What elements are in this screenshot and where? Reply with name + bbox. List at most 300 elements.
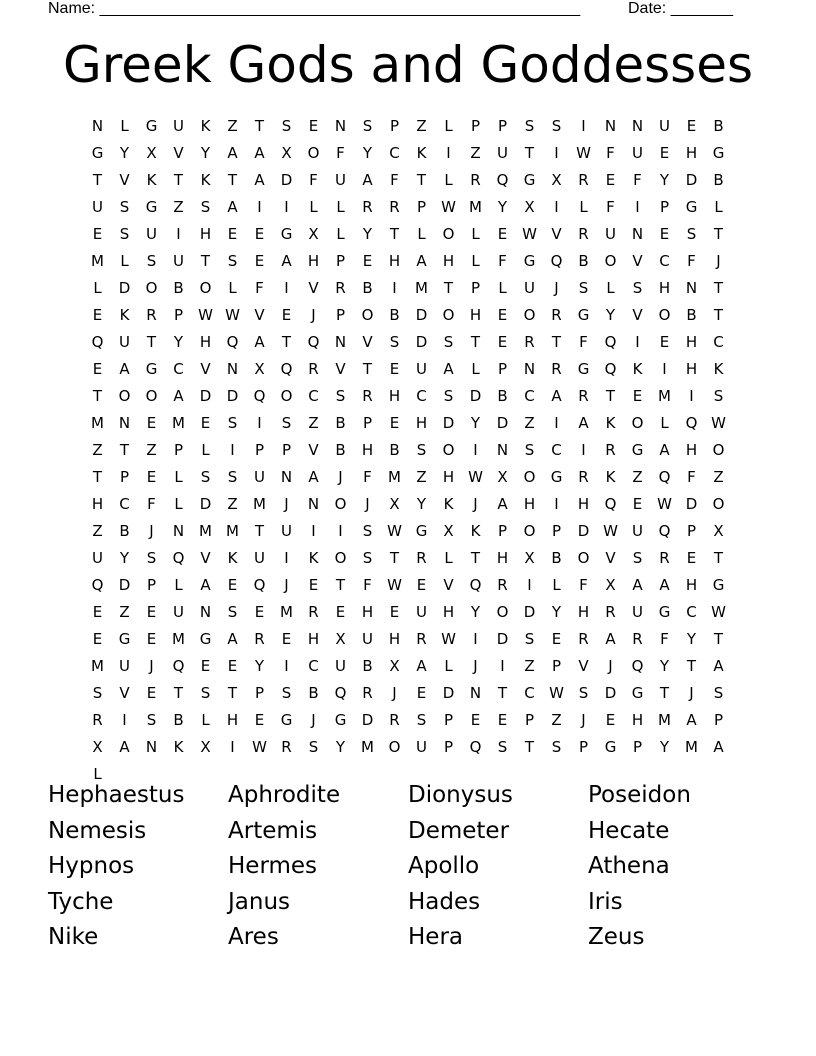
grid-letter: Y <box>497 198 508 216</box>
grid-letter: H <box>469 306 482 324</box>
grid-letter: S <box>551 117 562 135</box>
grid-letter: J <box>716 252 721 270</box>
grid-letter: W <box>198 306 213 324</box>
grid-letter: T <box>146 333 157 351</box>
grid-letter: E <box>605 171 616 189</box>
grid-letter: Y <box>551 603 562 621</box>
grid-letter: I <box>284 279 289 297</box>
grid-letter: I <box>554 414 559 432</box>
grid-letter: G <box>577 306 590 324</box>
grid-letter: O <box>307 144 320 162</box>
grid-letter: R <box>308 603 319 621</box>
grid-letter: J <box>284 576 289 594</box>
grid-letter: B <box>308 684 319 702</box>
grid-letter: U <box>119 333 130 351</box>
grid-letter: D <box>415 306 428 324</box>
grid-letter: Y <box>659 738 670 756</box>
grid-letter: Y <box>119 144 130 162</box>
grid-letter: A <box>713 738 724 756</box>
grid-letter: H <box>307 252 320 270</box>
grid-letter: T <box>713 279 724 297</box>
grid-letter: X <box>92 738 103 756</box>
grid-letter: G <box>631 684 644 702</box>
grid-letter: E <box>308 576 319 594</box>
grid-letter: T <box>470 333 481 351</box>
grid-letter: M <box>361 738 374 756</box>
grid-letter: A <box>227 630 238 648</box>
grid-letter: Z <box>227 117 238 135</box>
grid-letter: Y <box>362 225 373 243</box>
grid-letter: V <box>119 684 130 702</box>
grid-letter: B <box>335 441 346 459</box>
grid-letter: R <box>308 360 319 378</box>
grid-letter: T <box>443 279 454 297</box>
grid-letter: U <box>416 603 427 621</box>
grid-letter: I <box>176 225 181 243</box>
grid-letter: V <box>200 549 211 567</box>
grid-letter: E <box>227 225 238 243</box>
grid-letter: T <box>119 441 130 459</box>
grid-letter: H <box>91 495 104 513</box>
word-bank-item: Hades <box>408 888 481 915</box>
grid-letter: L <box>660 414 669 432</box>
grid-letter: R <box>578 225 589 243</box>
grid-letter: V <box>443 576 454 594</box>
grid-letter: C <box>119 495 130 513</box>
grid-letter: P <box>713 711 724 729</box>
grid-letter: X <box>200 738 211 756</box>
grid-letter: Q <box>253 387 266 405</box>
grid-letter: Q <box>658 522 671 540</box>
grid-letter: G <box>712 576 725 594</box>
grid-letter: U <box>659 117 670 135</box>
grid-letter: I <box>257 198 262 216</box>
grid-letter: H <box>388 630 401 648</box>
grid-letter: T <box>92 171 103 189</box>
grid-letter: I <box>500 657 505 675</box>
grid-letter: R <box>578 387 589 405</box>
grid-letter: I <box>581 117 586 135</box>
grid-letter: Q <box>172 549 185 567</box>
grid-letter: C <box>524 387 535 405</box>
grid-letter: X <box>443 522 454 540</box>
grid-letter: E <box>281 306 292 324</box>
grid-letter: E <box>686 549 697 567</box>
grid-letter: Q <box>334 684 347 702</box>
grid-letter: U <box>173 117 184 135</box>
grid-letter: H <box>685 144 698 162</box>
grid-letter: D <box>442 414 455 432</box>
grid-letter: X <box>146 144 157 162</box>
grid-letter: T <box>713 630 724 648</box>
date-field[interactable] <box>628 0 733 18</box>
grid-letter: L <box>174 468 183 486</box>
grid-letter: S <box>335 387 346 405</box>
grid-letter: P <box>389 117 400 135</box>
grid-letter: E <box>200 414 211 432</box>
grid-letter: O <box>604 252 617 270</box>
grid-letter: X <box>497 468 508 486</box>
page-title: Greek Gods and Goddesses <box>62 36 754 94</box>
grid-letter: W <box>225 306 240 324</box>
grid-letter: M <box>415 279 428 297</box>
grid-letter: Z <box>632 468 643 486</box>
grid-letter: E <box>254 252 265 270</box>
grid-letter: T <box>200 252 211 270</box>
grid-letter: J <box>689 684 694 702</box>
grid-letter: O <box>442 441 455 459</box>
grid-letter: M <box>388 468 401 486</box>
grid-letter: O <box>334 549 347 567</box>
grid-letter: A <box>119 738 130 756</box>
grid-letter: T <box>173 684 184 702</box>
grid-letter: P <box>497 522 508 540</box>
grid-letter: G <box>604 738 617 756</box>
grid-letter: S <box>362 117 373 135</box>
grid-letter: T <box>524 738 535 756</box>
grid-letter: O <box>361 306 374 324</box>
grid-letter: F <box>363 468 372 486</box>
grid-letter: F <box>606 144 615 162</box>
grid-letter: X <box>713 522 724 540</box>
grid-letter: Q <box>469 576 482 594</box>
grid-letter: Z <box>524 657 535 675</box>
name-field[interactable] <box>48 0 580 18</box>
grid-letter: L <box>606 279 615 297</box>
word-bank-item: Artemis <box>228 817 318 844</box>
grid-letter: E <box>92 630 103 648</box>
grid-letter: T <box>173 171 184 189</box>
grid-letter: Y <box>200 144 211 162</box>
grid-letter: J <box>473 495 478 513</box>
grid-letter: M <box>226 522 239 540</box>
grid-letter: Q <box>604 495 617 513</box>
grid-letter: S <box>146 252 157 270</box>
grid-letter: A <box>497 495 508 513</box>
grid-letter: S <box>227 468 238 486</box>
grid-letter: O <box>118 387 131 405</box>
grid-letter: N <box>523 360 536 378</box>
grid-letter: M <box>469 198 482 216</box>
grid-letter: N <box>631 225 644 243</box>
grid-letter: B <box>119 522 130 540</box>
grid-letter: Y <box>470 603 481 621</box>
grid-letter: P <box>119 468 130 486</box>
grid-letter: K <box>308 549 319 567</box>
grid-letter: O <box>496 603 509 621</box>
grid-letter: S <box>416 711 427 729</box>
grid-letter: I <box>554 144 559 162</box>
grid-letter: Q <box>685 414 698 432</box>
grid-letter: R <box>551 360 562 378</box>
grid-letter: Q <box>280 360 293 378</box>
grid-letter: A <box>281 252 292 270</box>
grid-letter: A <box>362 171 373 189</box>
grid-letter: R <box>416 630 427 648</box>
grid-letter: S <box>146 711 157 729</box>
grid-letter: G <box>145 117 158 135</box>
grid-letter: N <box>172 522 185 540</box>
grid-letter: Q <box>631 657 644 675</box>
grid-letter: Q <box>91 576 104 594</box>
grid-letter: V <box>335 360 346 378</box>
grid-letter: V <box>308 279 319 297</box>
grid-letter: Z <box>551 711 562 729</box>
grid-letter: P <box>551 522 562 540</box>
grid-letter: R <box>389 198 400 216</box>
grid-letter: N <box>145 738 158 756</box>
grid-letter: E <box>416 576 427 594</box>
grid-letter: C <box>713 333 724 351</box>
grid-letter: Q <box>604 360 617 378</box>
grid-letter: E <box>254 225 265 243</box>
grid-letter: L <box>228 279 237 297</box>
grid-letter: I <box>662 360 667 378</box>
grid-letter: D <box>685 495 698 513</box>
grid-letter: P <box>686 522 697 540</box>
grid-letter: I <box>284 549 289 567</box>
grid-letter: O <box>658 306 671 324</box>
grid-letter: G <box>712 144 725 162</box>
grid-letter: W <box>387 576 402 594</box>
grid-letter: L <box>471 225 480 243</box>
grid-letter: O <box>334 495 347 513</box>
grid-letter: R <box>281 738 292 756</box>
grid-letter: H <box>199 225 212 243</box>
grid-letter: A <box>173 387 184 405</box>
grid-letter: R <box>362 684 373 702</box>
grid-letter: F <box>390 171 399 189</box>
grid-letter: D <box>199 387 212 405</box>
grid-letter: X <box>605 576 616 594</box>
grid-letter: Y <box>362 144 373 162</box>
grid-letter: M <box>253 495 266 513</box>
grid-letter: G <box>523 171 536 189</box>
word-bank-item: Aphrodite <box>228 782 341 808</box>
grid-letter: O <box>145 387 158 405</box>
grid-letter: G <box>685 198 698 216</box>
grid-letter: P <box>173 306 184 324</box>
grid-letter: H <box>442 603 455 621</box>
grid-letter: H <box>685 333 698 351</box>
grid-letter: P <box>146 576 157 594</box>
grid-letter: M <box>658 711 671 729</box>
grid-letter: N <box>199 603 212 621</box>
grid-letter: S <box>200 468 211 486</box>
grid-letter: S <box>443 387 454 405</box>
grid-letter: R <box>254 630 265 648</box>
grid-letter: Z <box>92 441 103 459</box>
grid-letter: N <box>604 117 617 135</box>
grid-letter: H <box>577 495 590 513</box>
grid-letter: U <box>632 144 643 162</box>
grid-letter: K <box>173 738 184 756</box>
grid-letter: S <box>524 117 535 135</box>
grid-letter: S <box>308 738 319 756</box>
grid-letter: L <box>201 711 210 729</box>
grid-letter: W <box>252 738 267 756</box>
grid-letter: Z <box>119 603 130 621</box>
grid-letter: F <box>498 252 507 270</box>
grid-letter: C <box>308 657 319 675</box>
grid-letter: L <box>471 360 480 378</box>
grid-letter: A <box>200 576 211 594</box>
grid-letter: R <box>389 711 400 729</box>
grid-letter: X <box>389 495 400 513</box>
grid-letter: P <box>470 117 481 135</box>
grid-letter: S <box>281 414 292 432</box>
grid-letter: S <box>227 414 238 432</box>
grid-letter: U <box>632 522 643 540</box>
grid-letter: C <box>389 144 400 162</box>
grid-letter: A <box>227 198 238 216</box>
grid-letter: Z <box>227 495 238 513</box>
grid-letter: A <box>254 333 265 351</box>
grid-letter: U <box>92 198 103 216</box>
grid-letter: P <box>254 684 265 702</box>
grid-letter: Y <box>659 657 670 675</box>
grid-letter: D <box>469 387 482 405</box>
grid-letter: K <box>119 306 130 324</box>
grid-letter: V <box>632 252 643 270</box>
grid-letter: E <box>497 225 508 243</box>
grid-letter: E <box>551 630 562 648</box>
grid-letter: D <box>685 171 698 189</box>
name-label: Name: <box>48 0 96 17</box>
grid-letter: U <box>173 252 184 270</box>
grid-letter: W <box>657 495 672 513</box>
grid-letter: M <box>172 630 185 648</box>
grid-letter: H <box>442 252 455 270</box>
grid-letter: O <box>442 225 455 243</box>
grid-letter: A <box>686 711 697 729</box>
grid-letter: W <box>711 603 726 621</box>
grid-letter: M <box>658 387 671 405</box>
word-bank-item: Poseidon <box>588 782 691 808</box>
grid-letter: K <box>632 360 643 378</box>
grid-letter: B <box>362 657 373 675</box>
grid-letter: Q <box>307 333 320 351</box>
grid-letter: A <box>308 468 319 486</box>
grid-letter: R <box>578 171 589 189</box>
grid-letter: T <box>605 387 616 405</box>
grid-letter: L <box>336 225 345 243</box>
grid-letter: G <box>415 522 428 540</box>
grid-letter: B <box>173 711 184 729</box>
grid-letter: Z <box>470 144 481 162</box>
grid-letter: S <box>227 252 238 270</box>
grid-letter: D <box>415 333 428 351</box>
grid-letter: Y <box>686 630 697 648</box>
grid-letter: O <box>712 441 725 459</box>
grid-letter: F <box>147 495 156 513</box>
grid-letter: I <box>554 495 559 513</box>
grid-letter: R <box>551 306 562 324</box>
grid-letter: B <box>686 306 697 324</box>
grid-letter: V <box>308 441 319 459</box>
grid-letter: F <box>336 144 345 162</box>
word-bank-item: Hermes <box>228 853 318 879</box>
grid-letter: L <box>309 198 318 216</box>
grid-letter: R <box>578 630 589 648</box>
grid-letter: L <box>93 765 102 783</box>
grid-letter: J <box>581 711 586 729</box>
grid-letter: E <box>686 117 697 135</box>
grid-letter: I <box>122 711 127 729</box>
grid-letter: S <box>362 522 373 540</box>
grid-letter: L <box>336 198 345 216</box>
grid-letter: I <box>473 441 478 459</box>
grid-letter: H <box>685 360 698 378</box>
grid-letter: Y <box>470 414 481 432</box>
grid-letter: W <box>522 225 537 243</box>
grid-letter: I <box>284 198 289 216</box>
grid-letter: N <box>280 468 293 486</box>
grid-letter: B <box>578 252 589 270</box>
grid-letter: E <box>416 684 427 702</box>
grid-letter: L <box>120 117 129 135</box>
grid-letter: B <box>335 414 346 432</box>
grid-letter: I <box>635 198 640 216</box>
grid-letter: I <box>257 414 262 432</box>
grid-letter: J <box>149 657 154 675</box>
grid-letter: P <box>632 738 643 756</box>
grid-letter: T <box>713 225 724 243</box>
grid-letter: W <box>468 468 483 486</box>
grid-letter: S <box>389 333 400 351</box>
grid-letter: Q <box>226 333 239 351</box>
grid-letter: V <box>605 549 616 567</box>
grid-letter: L <box>93 279 102 297</box>
grid-letter: S <box>686 225 697 243</box>
word-bank-item: Hera <box>408 924 463 950</box>
grid-letter: G <box>658 603 671 621</box>
grid-letter: S <box>200 684 211 702</box>
grid-letter: M <box>199 522 212 540</box>
grid-letter: A <box>119 360 130 378</box>
word-bank-item: Zeus <box>588 924 645 950</box>
grid-letter: R <box>578 468 589 486</box>
word-bank-item: Tyche <box>48 888 114 915</box>
grid-letter: S <box>443 333 454 351</box>
grid-letter: Y <box>119 549 130 567</box>
grid-letter: T <box>281 333 292 351</box>
grid-letter: E <box>92 306 103 324</box>
grid-letter: C <box>416 387 427 405</box>
grid-letter: S <box>497 738 508 756</box>
grid-letter: H <box>388 387 401 405</box>
grid-letter: O <box>388 738 401 756</box>
grid-letter: Y <box>659 171 670 189</box>
grid-letter: J <box>608 657 613 675</box>
grid-letter: K <box>416 144 427 162</box>
grid-letter: O <box>577 549 590 567</box>
grid-letter: E <box>200 657 211 675</box>
grid-letter: U <box>92 549 103 567</box>
word-bank-item: Hephaestus <box>48 782 185 808</box>
grid-letter: D <box>577 522 590 540</box>
grid-letter: X <box>254 360 265 378</box>
grid-letter: T <box>551 333 562 351</box>
grid-letter: H <box>442 468 455 486</box>
grid-letter: E <box>92 603 103 621</box>
grid-letter: P <box>578 738 589 756</box>
grid-letter: N <box>334 333 347 351</box>
grid-letter: B <box>389 306 400 324</box>
grid-letter: O <box>631 414 644 432</box>
grid-letter: X <box>308 225 319 243</box>
grid-letter: Y <box>173 333 184 351</box>
